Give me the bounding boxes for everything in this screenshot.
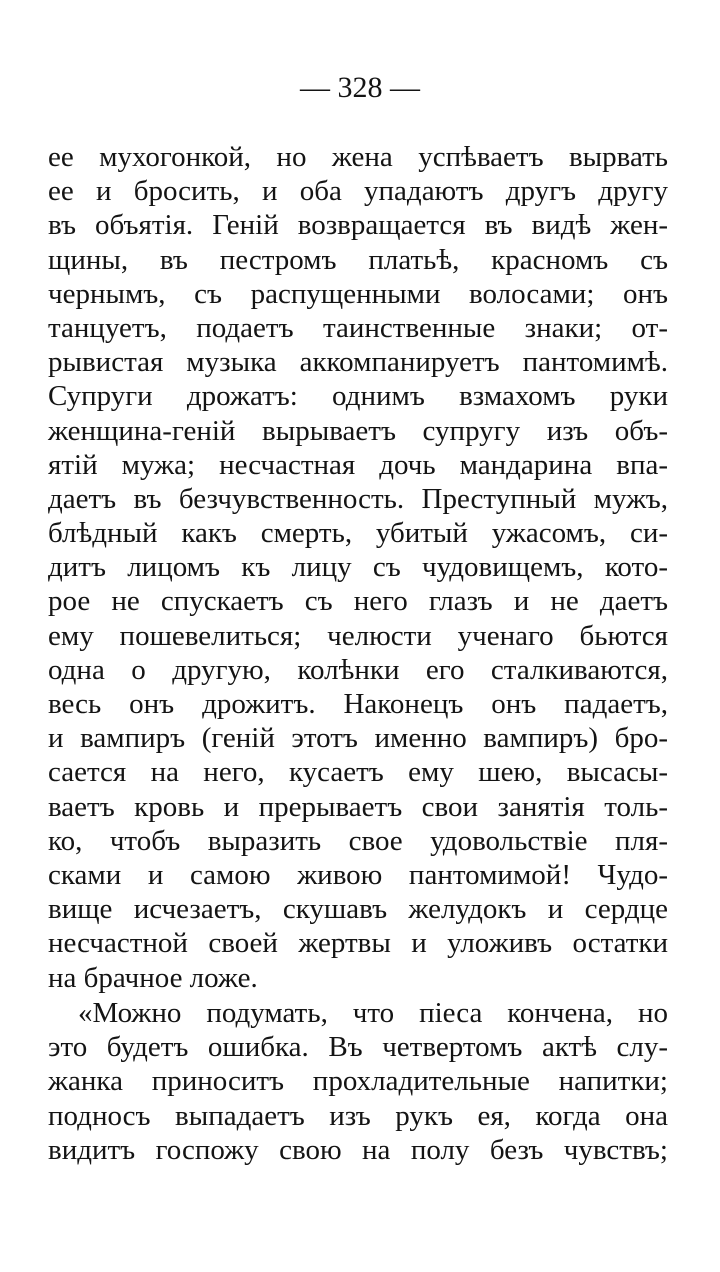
text-line: жанка приноситъ прохладительные напитки; (48, 1065, 668, 1098)
text-line: Супруги дрожатъ: однимъ взмахомъ руки (48, 380, 668, 413)
text-line: чернымъ, съ распущенными волосами; онъ (48, 277, 668, 310)
text-line: весь онъ дрожитъ. Наконецъ онъ падаетъ, (48, 688, 668, 720)
text-line: подносъ выпадаетъ изъ рукъ ея, когда она (48, 1099, 668, 1132)
text-line: дитъ лицомъ къ лицу съ чудовищемъ, кото- (48, 551, 668, 584)
text-line: щины, въ пестромъ платьѣ, красномъ съ (48, 243, 668, 276)
text-line: даетъ въ безчувственность. Преступный мужъ, (48, 482, 668, 515)
text-line: ятій мужа; несчастная дочь мандарина впа- (48, 448, 668, 481)
text-line: это будетъ ошибка. Въ четвертомъ актѣ слу- (48, 1031, 668, 1064)
text-line: ваетъ кровь и прерываетъ свои занятія толь- (48, 790, 668, 823)
text-line: и вампиръ (геній этотъ именно вампиръ) бро- (48, 722, 668, 755)
text-line: ее мухогонкой, но жена успѣваетъ вырвать (48, 141, 668, 173)
paragraph-1 (48, 140, 668, 995)
text-line: въ объятія. Геній возвращается въ видѣ жен- (48, 209, 668, 242)
text-line: рое не спускаетъ съ него глазъ и не даетъ (48, 585, 668, 618)
text-line: блѣдный какъ смерть, убитый ужасомъ, си- (48, 517, 668, 550)
text-line: танцуетъ, подаетъ таинственные знаки; от- (48, 311, 668, 344)
page-number: — 328 — (300, 71, 420, 104)
text-line: рывистая музыка аккомпанируетъ пантомимѣ. (48, 346, 668, 379)
text-line: видитъ госпожу свою на полу безъ чувствъ; (48, 1133, 668, 1166)
text-line: сками и самою живою пантомимой! Чудо- (48, 858, 668, 891)
text-line: вище исчезаетъ, скушавъ желудокъ и сердце (48, 893, 668, 926)
text-line: «Можно подумать, что піеса кончена, но (78, 997, 668, 1029)
text-line: ко, чтобъ выразить свое удовольствіе пля- (48, 824, 668, 857)
text-line: одна о другую, колѣнки его сталкиваются, (48, 653, 668, 686)
text-line: несчастной своей жертвы и уложивъ остатки (48, 927, 668, 960)
text-line: на брачное ложе. (48, 961, 258, 994)
text-line: сается на него, кусаетъ ему шею, высасы- (48, 756, 668, 789)
text-line: женщина-геній вырываетъ супругу изъ объ- (48, 414, 668, 447)
text-line: ее и бросить, и оба упадаютъ другъ другу (48, 175, 668, 208)
paragraph-2 (48, 996, 668, 1167)
text-line: ему пошевелиться; челюсти ученаго бьются (48, 619, 668, 652)
